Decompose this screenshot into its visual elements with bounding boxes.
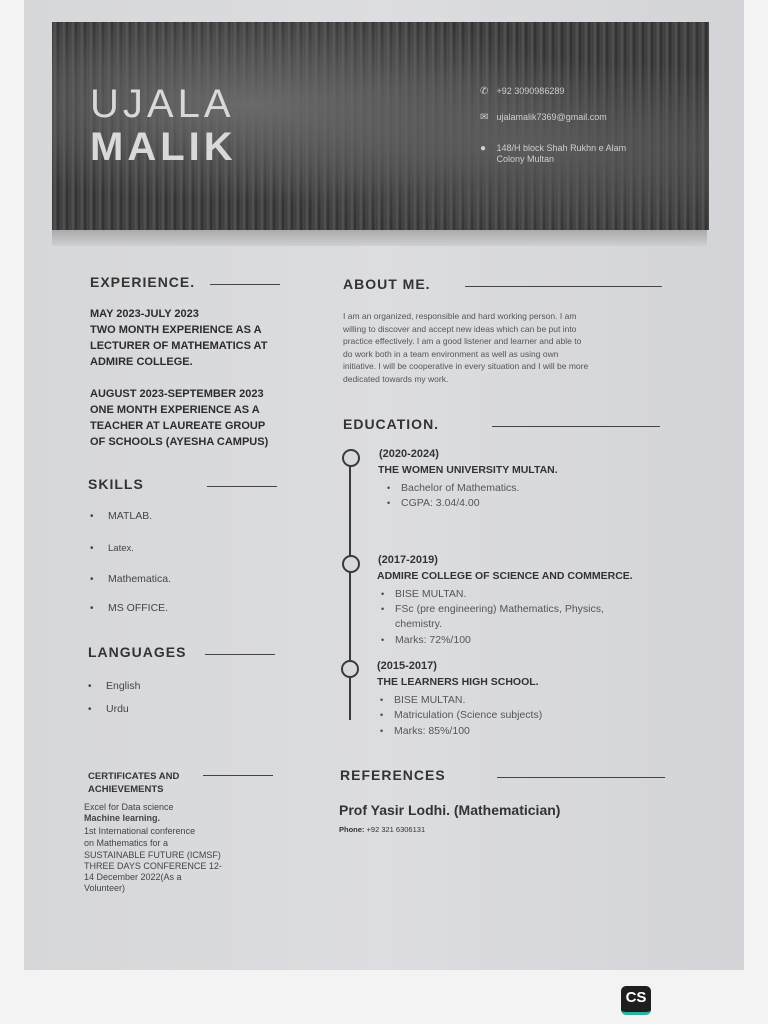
education-years: (2020-2024): [379, 448, 439, 460]
certificate-line: Volunteer): [84, 883, 126, 893]
contact-phone: [480, 86, 564, 97]
experience-title: EXPERIENCE.: [90, 274, 196, 290]
about-title: ABOUT ME.: [343, 276, 431, 292]
references-title: REFERENCES: [340, 767, 446, 783]
certificate-line: 1st International conference: [84, 826, 196, 836]
skill-item: • MS OFFICE.: [90, 602, 169, 614]
certificate-line: SUSTAINABLE FUTURE (ICMSF): [84, 850, 221, 860]
education-item: • CGPA: 3.04/4.00: [387, 497, 480, 509]
email-icon: ✉: [480, 112, 489, 123]
education-school: ADMIRE COLLEGE OF SCIENCE AND COMMERCE.: [377, 570, 633, 582]
certificate-line: Excel for Data science: [84, 802, 174, 812]
education-item-continued: chemistry.: [395, 618, 443, 630]
location-pin-icon: ●: [480, 143, 487, 154]
timeline-node: [341, 660, 359, 678]
first-name: UJALA: [90, 82, 235, 126]
email-text: ujalamalik7369@gmail.com: [496, 112, 607, 122]
skill-item: • MATLAB.: [90, 510, 153, 522]
education-item: • BISE MULTAN.: [381, 588, 467, 600]
skill-item: • Latex.: [90, 543, 134, 554]
skills-rule: [207, 486, 277, 487]
certificates-title: CERTIFICATES AND ACHIEVEMENTS: [88, 771, 180, 795]
timeline-node: [342, 449, 360, 467]
reference-name: Prof Yasir Lodhi. (Mathematician): [339, 802, 561, 818]
experience-entry-1: MAY 2023-JULY 2023 TWO MONTH EXPERIENCE AS A LECTURER OF MATHEMATICS AT ADMIRE COLLEGE.: [90, 308, 268, 368]
last-name: MALIK: [90, 125, 237, 169]
education-years: (2015-2017): [377, 660, 437, 672]
skill-item: • Mathematica.: [90, 573, 172, 585]
certificate-line: on Mathematics for a: [84, 838, 169, 848]
references-rule: [497, 777, 665, 778]
skills-title: SKILLS: [88, 476, 144, 492]
education-item: • Bachelor of Mathematics.: [387, 482, 520, 494]
education-item: • Marks: 72%/100: [381, 634, 471, 646]
header-shadow: [52, 230, 707, 246]
education-school: THE WOMEN UNIVERSITY MULTAN.: [378, 464, 558, 476]
about-rule: [465, 286, 662, 287]
experience-entry-2: AUGUST 2023-SEPTEMBER 2023 ONE MONTH EXPERIENCE AS A TEACHER AT LAUREATE GROUP OF SCHOOLS (AYESHA CAMPUS): [90, 388, 269, 448]
language-item: • Urdu: [88, 703, 129, 715]
about-text: I am an organized, responsible and hard working person. I am willing to discover and accept new ideas which can be put into practice effectively. I am a good listener and learner and able to do work both in a team environment as well as using own initiative. I will be cooperative in every situation and I will be more dedicated towards my work.: [343, 311, 589, 384]
education-item: • BISE MULTAN.: [380, 694, 466, 706]
contact-address: [480, 143, 626, 165]
languages-title: LANGUAGES: [88, 644, 187, 660]
camscanner-logo: CS: [621, 986, 651, 1015]
education-title: EDUCATION.: [343, 416, 440, 432]
timeline-node: [342, 555, 360, 573]
address-line-2: Colony Multan: [496, 154, 555, 164]
education-item: • Matriculation (Science subjects): [380, 709, 543, 721]
phone-text: +92 3090986289: [496, 86, 565, 96]
language-item: • English: [88, 680, 141, 692]
education-timeline: [349, 465, 351, 720]
certificate-line: Machine learning.: [84, 813, 161, 823]
education-item: • Marks: 85%/100: [380, 725, 470, 737]
education-school: THE LEARNERS HIGH SCHOOL.: [377, 676, 539, 688]
education-years: (2017-2019): [378, 554, 438, 566]
address-line-1: 148/H block Shah Rukhn e Alam: [496, 143, 627, 153]
certificates-rule: [203, 775, 273, 776]
certificate-line: THREE DAYS CONFERENCE 12-: [84, 861, 222, 871]
languages-rule: [205, 654, 275, 655]
education-item: • FSc (pre engineering) Mathematics, Physics,: [381, 603, 604, 615]
contact-email: [480, 112, 607, 123]
phone-icon: ✆: [480, 86, 489, 97]
certificate-line: 14 December 2022(As a: [84, 872, 182, 882]
reference-phone: Phone: +92 321 6306131: [339, 825, 426, 834]
experience-rule: [210, 284, 280, 285]
education-rule: [492, 426, 660, 427]
